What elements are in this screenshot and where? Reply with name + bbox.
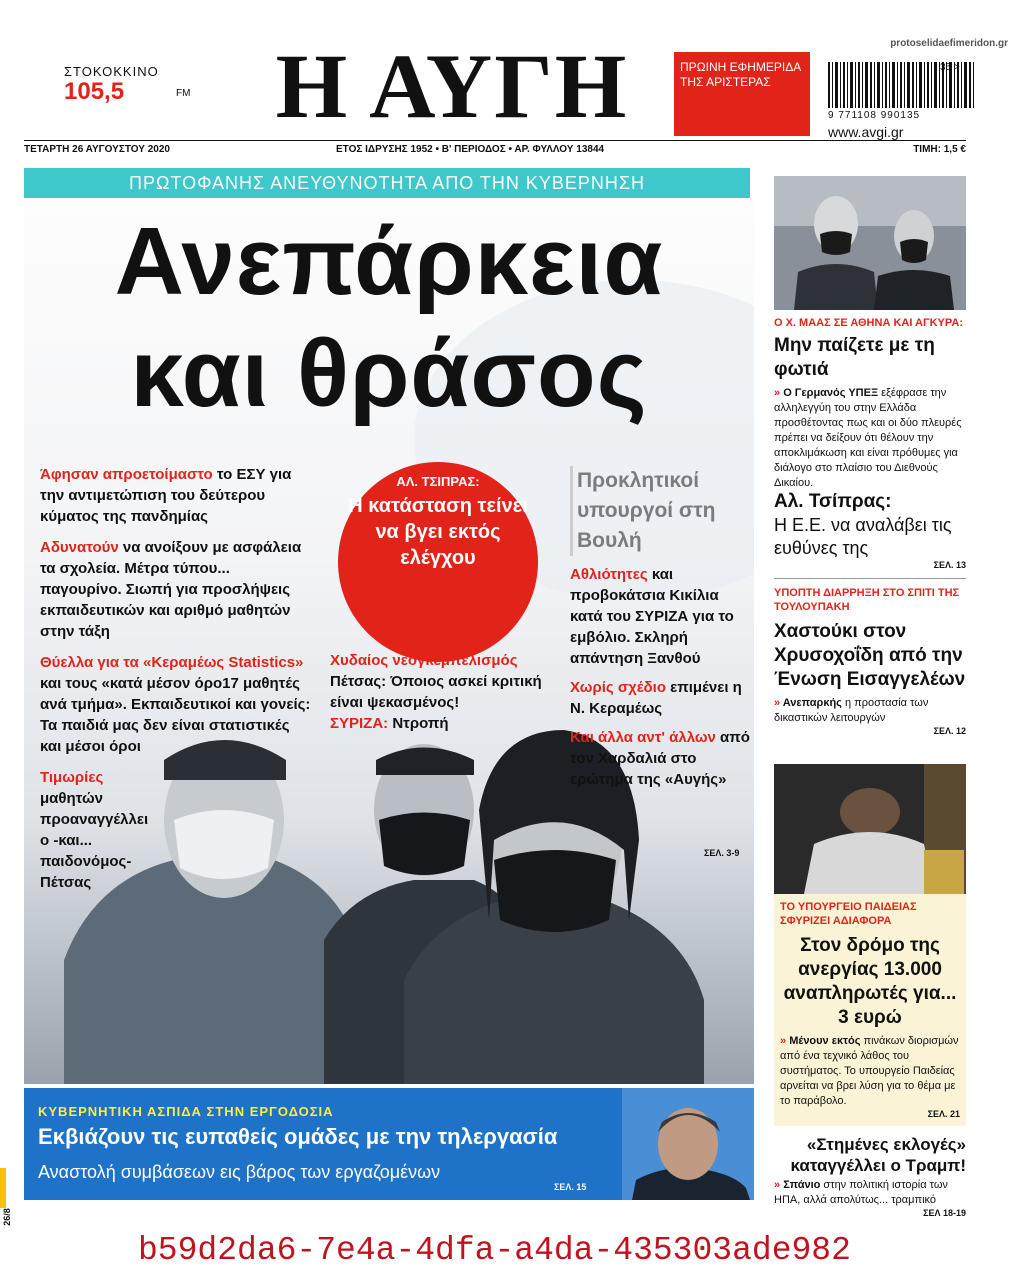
edge-date: 26/8	[1, 1208, 12, 1226]
lead-right-column	[570, 466, 750, 798]
radio-logo	[64, 64, 191, 105]
radio-band: FM	[176, 88, 191, 99]
sidebar-story-prosecutors[interactable]: ΥΠΟΠΤΗ ΔΙΑΡΡΗΞΗ ΣΤΟ ΣΠΙΤΙ ΤΗΣ ΤΟΥΛΟΥΠΑΚΗ Χαστούκι στον Χρυσοχοΐδη από την Ένωση Εισαγγελέων » Ανεπαρκής η προστασία των δικαστικών λειτουργών ΣΕΛ. 12	[774, 587, 966, 736]
sidebar-story-trump[interactable]: «Στημένες εκλογές» καταγγέλλει ο Τραμπ! » Σπάνιο στην πολιτική ιστορία των ΗΠΑ, αλλά απολύτως... τραμπικό ΣΕΛ 18-19	[774, 1135, 966, 1218]
teacher-photo	[774, 764, 966, 894]
mid-kicker: Χυδαίος νεογκεμπελισμός	[330, 652, 518, 669]
lead-headline	[24, 206, 754, 430]
bottom-banner[interactable]	[24, 1088, 754, 1200]
banner-kicker: ΚΥΒΕΡΝΗΤΙΚΗ ΑΣΠΙΔΑ ΣΤΗΝ ΕΡΓΟΔΟΣΙΑ	[38, 1104, 334, 1119]
banner-page-ref: ΣΕΛ. 15	[554, 1182, 587, 1192]
lead-item: Χωρίς σχέδιο επιμένει η Ν. Κεραμέως	[570, 679, 742, 717]
radio-name: ΣΤΟΚΟΚΚΙΝΟ	[64, 64, 159, 79]
lead-item: Αδυνατούν να ανοίξουν με ασφάλεια τα σχολεία. Μέτρα τύπου... παγουρίνο. Σιωπή για προσλήψεις εκπαιδευτικών και αριθμό μαθητών στην τάξη	[40, 539, 302, 640]
circle-kicker: ΑΛ. ΤΣΙΠΡΑΣ:	[396, 474, 480, 489]
headline-line-2: και θράσος	[130, 320, 648, 427]
lead-item: Τιμωρίες μαθητών προαναγγέλλει ο -και... παιδονόμος- Πέτσας	[40, 769, 149, 891]
newspaper-logo: Η ΑΥΓΗ	[275, 35, 629, 137]
circle-quote: Η κατάσταση τείνει να βγει εκτός ελέγχου	[348, 495, 528, 569]
radio-frequency: 105,5	[64, 78, 125, 105]
lead-left-column	[40, 464, 312, 903]
issue-date: ΤΕΤΑΡΤΗ 26 ΑΥΓΟΥΣΤΟΥ 2020	[24, 144, 170, 155]
lead-item: Αθλιότητες και προβοκάτσια Κικίλια κατά του ΣΥΡΙΖΑ για το εμβόλιο. Σκληρή απάντηση Ξανθού	[570, 566, 734, 667]
slogan-box: ΠΡΩΙΝΗ ΕΦΗΜΕΡΙΔΑ ΤΗΣ ΑΡΙΣΤΕΡΑΣ	[674, 52, 810, 136]
edge-marker	[0, 1168, 6, 1208]
sidebar-story-maas[interactable]: Ο Χ. ΜΑΑΣ ΣΕ ΑΘΗΝΑ ΚΑΙ ΑΓΚΥΡΑ: Μην παίζετε με τη φωτιά » Ο Γερμανός ΥΠΕΞ εξέφρασε την αλληλεγγύη του στην Ελλάδα προσθέτοντας πως και οι δύο πλευρές πρέπει να δείξουν ότι θέλουν την αποκλιμάκωση και είναι πρόθυμες για διάλογο στο πλαίσιο του Διεθνούς Δικαίου.	[774, 317, 964, 489]
lead-item: Θύελλα για τα «Κεραμέως Statistics» και τους «κατά μέσον όρο17 μαθητές ανά τμήμα». Εκπαιδευτικοί και γονείς: Τα παιδιά μας δεν είναι στατιστικές και μέσοι όροι	[40, 654, 311, 755]
mid-body: Πέτσας: Όποιος ασκεί κριτική είναι ψεκασμένος!	[330, 673, 542, 711]
vroutsis-photo	[622, 1088, 754, 1200]
lead-page-ref: ΣΕΛ. 3-9	[704, 848, 740, 858]
website-link[interactable]: www.avgi.gr	[828, 124, 904, 140]
dateline	[24, 142, 966, 158]
right-column-title: Προκλητικοί υπουργοί στη Βουλή	[570, 466, 750, 556]
issue-code: 35 >	[940, 62, 960, 73]
barcode-number: 9 771108 990135	[828, 110, 921, 121]
headline-line-1: Ανεπάρκεια	[114, 208, 664, 315]
founding-info: ΕΤΟΣ ΙΔΡΥΣΗΣ 1952 • Β' ΠΕΡΙΟΔΟΣ • ΑΡ. ΦΥΛΛΟΥ 13844	[336, 144, 605, 155]
lead-item: Άφησαν απροετοίμαστο το ΕΣΥ για την αντιμετώπιση του δεύτερου κύματος της πανδημίας	[40, 466, 292, 525]
sidebar-story-tsipras[interactable]: Αλ. Τσίπρας: Η Ε.Ε. να αναλάβει τις ευθύνες της ΣΕΛ. 13	[774, 491, 966, 570]
banner-subtitle: Αναστολή συμβάσεων εις βάρος των εργαζομένων	[38, 1162, 441, 1182]
lead-middle-text	[330, 650, 550, 734]
footer-hash: b59d2da6-7e4a-4dfa-a4da-435303ade982	[138, 1232, 851, 1269]
lead-kicker: ΠΡΩΤΟΦΑΝΗΣ ΑΝΕΥΘΥΝΟΤΗΤΑ ΑΠΟ ΤΗΝ ΚΥΒΕΡΝΗΣΗ	[24, 168, 750, 198]
sidebar-divider	[774, 578, 966, 579]
sidebar-story-teachers[interactable]: ΤΟ ΥΠΟΥΡΓΕΙΟ ΠΑΙΔΕΙΑΣ ΣΦΥΡΙΖΕΙ ΑΔΙΑΦΟΡΑ Στον δρόμο της ανεργίας 13.000 αναπληρωτές για... 3 ευρώ » Μένουν εκτός πινάκων διορισμών από ένα τεχνικό λάθος του συστήματος. Το υπουργείο Παιδείας αρνείται να βρει λύση για το θέμα με το παράβολο. ΣΕΛ. 21	[774, 894, 966, 1126]
site-tag: protoselidaefimeridon.gr	[890, 38, 1008, 49]
masthead-rule	[24, 140, 966, 141]
maas-dendias-photo	[774, 176, 966, 310]
mid-reaction: ΣΥΡΙΖΑ: Ντροπή	[330, 715, 449, 732]
tsipras-quote-circle	[338, 462, 538, 662]
lead-item: Και άλλα αντ' άλλων από τον Χαρδαλιά στο ερώτημα της «Αυγής»	[570, 729, 750, 788]
banner-title: Εκβιάζουν τις ευπαθείς ομάδες με την τηλεργασία	[38, 1124, 558, 1149]
price: ΤΙΜΗ: 1,5 €	[913, 144, 966, 155]
